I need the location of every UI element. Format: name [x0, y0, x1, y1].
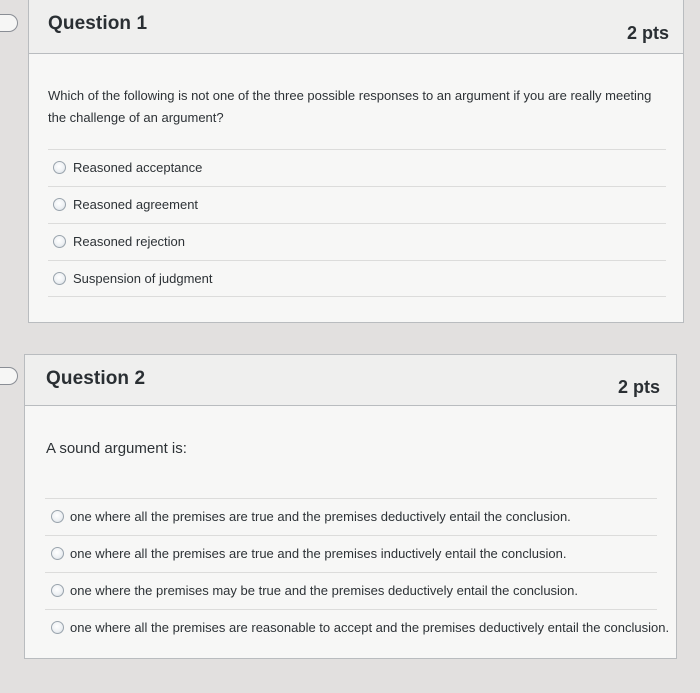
- answer-label[interactable]: one where all the premises are reasonable to accept and the premises deductively entail the conclusion.: [70, 620, 670, 635]
- answer-label[interactable]: Suspension of judgment: [73, 270, 213, 286]
- question-card: [28, 0, 684, 323]
- answer-option[interactable]: [48, 223, 666, 260]
- answer-list: [48, 149, 666, 297]
- question-title: Question 1: [48, 13, 148, 34]
- answer-option[interactable]: [45, 609, 670, 646]
- answer-list: [45, 498, 670, 646]
- question-header: [25, 355, 676, 406]
- radio-button[interactable]: [53, 272, 66, 285]
- radio-button[interactable]: [51, 584, 64, 597]
- question-header: [29, 0, 683, 54]
- answer-label[interactable]: one where the premises may be true and the premises deductively entail the conclusion.: [70, 583, 579, 598]
- answer-label[interactable]: one where all the premises are true and the premises deductively entail the conclusion.: [70, 509, 571, 524]
- radio-button[interactable]: [53, 198, 66, 211]
- answer-option[interactable]: [45, 498, 657, 535]
- question-card: [24, 354, 677, 659]
- answer-option[interactable]: [48, 186, 666, 223]
- answer-option[interactable]: [48, 149, 666, 186]
- question-flag-icon[interactable]: [0, 14, 18, 32]
- radio-button[interactable]: [53, 235, 66, 248]
- radio-button[interactable]: [51, 621, 64, 634]
- question-points: 2 pts: [617, 377, 660, 397]
- answer-label[interactable]: Reasoned agreement: [73, 197, 199, 212]
- question-text: Which of the following is not one of the three possible responses to an argument if you are really meeting the challenge of an argument?: [48, 88, 652, 125]
- answer-label[interactable]: Reasoned acceptance: [73, 160, 203, 175]
- answer-label[interactable]: one where all the premises are true and the premises inductively entail the conclusion.: [70, 546, 567, 561]
- radio-button[interactable]: [51, 547, 64, 560]
- answer-option[interactable]: [45, 572, 657, 609]
- question-text: A sound argument is:: [46, 440, 187, 457]
- question-points: 2 pts: [626, 23, 669, 43]
- radio-button[interactable]: [51, 510, 64, 523]
- answer-option[interactable]: [48, 260, 666, 297]
- question-title: Question 2: [46, 368, 146, 389]
- radio-button[interactable]: [53, 161, 66, 174]
- answer-label[interactable]: Reasoned rejection: [73, 234, 186, 249]
- question-flag-icon[interactable]: [0, 367, 18, 385]
- answer-option[interactable]: [45, 535, 657, 572]
